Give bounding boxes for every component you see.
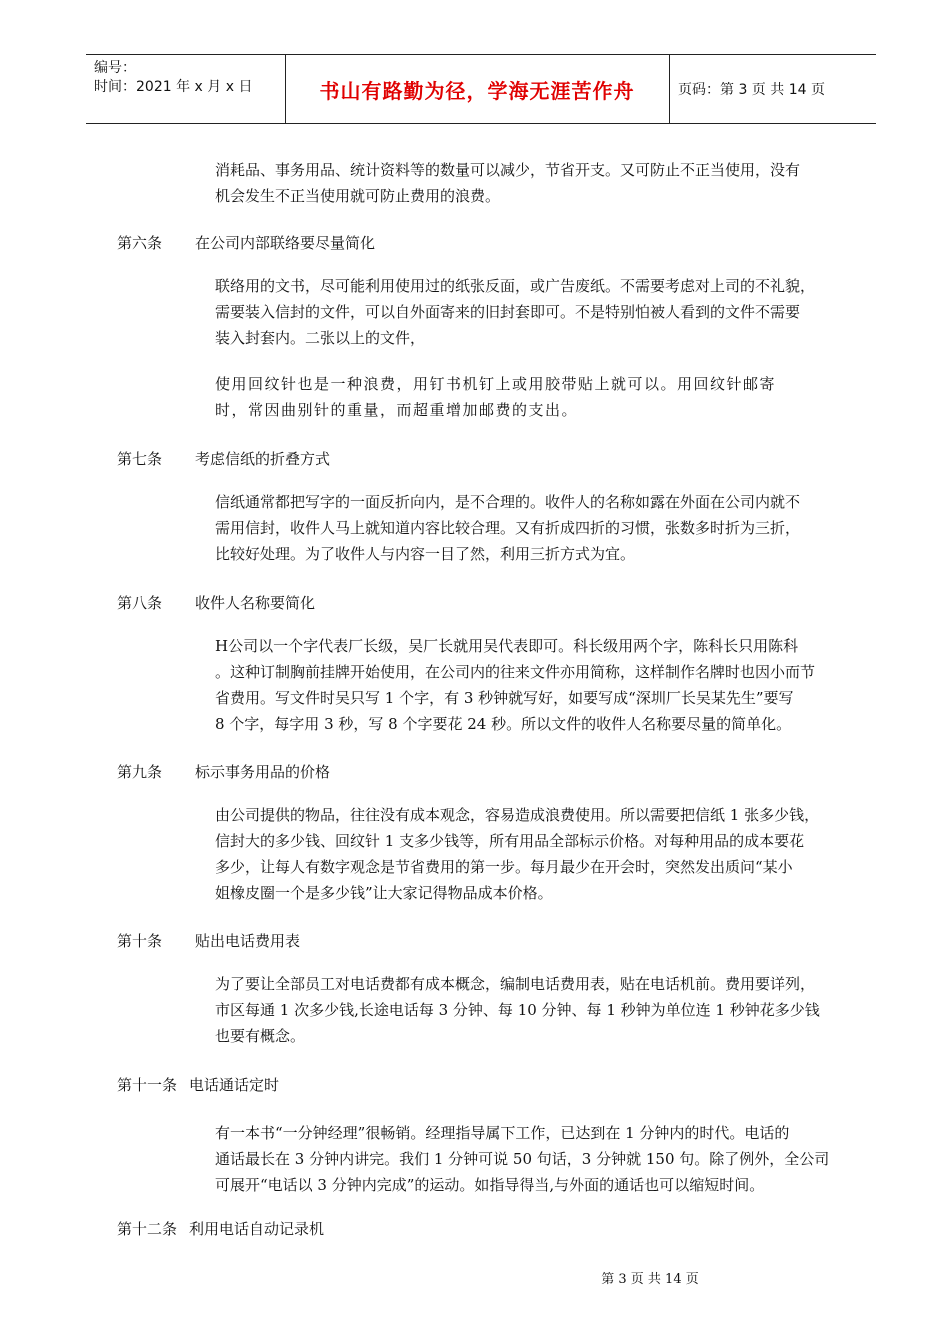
article-11-paragraph-1 — [215, 1120, 855, 1198]
text-line: 需用信封，收件人马上就知道内容比较合理。又有折成四折的习惯，张数多时折为三折， — [215, 519, 801, 537]
text-line: H公司以一个字代表厂长级，吴厂长就用吴代表即可。科长级用两个字，陈科长只用陈科 — [215, 637, 799, 655]
article-number: 第九条 — [117, 763, 163, 781]
text-line: 机会发生不正当使用就可防止费用的浪费。 — [215, 187, 501, 205]
text-line: 消耗品、事务用品、统计资料等的数量可以减少，节省开支。又可防止不正当使用，没有 — [215, 161, 801, 179]
header-page-number: 页码：第 3 页 共 14 页 — [678, 82, 825, 98]
article-6-paragraph-1 — [215, 273, 855, 351]
article-number: 第八条 — [117, 594, 163, 612]
header-motto: 书山有路勤为径，学海无涯苦作舟 — [319, 78, 635, 103]
text-line: 市区每通 1 次多少钱,长途电话每 3 分钟、每 10 分钟、每 1 秒钟为单位连 1 秒钟花多少钱 — [215, 1001, 820, 1019]
header-meta — [94, 59, 294, 97]
text-line: 比较好处理。为了收件人与内容一目了然，利用三折方式为宜。 — [215, 545, 636, 563]
text-line: 使用回纹针也是一种浪费，用钉书机钉上或用胶带贴上就可以。用回纹针邮寄 — [215, 375, 777, 393]
article-title: 在公司内部联络要尽量简化 — [195, 234, 376, 252]
article-title: 标示事务用品的价格 — [195, 763, 331, 781]
text-line: 多少，让每人有数字观念是节省费用的第一步。每月最少在开会时，突然发出质问“某小 — [215, 858, 793, 876]
article-number: 第六条 — [117, 234, 163, 252]
article-title: 利用电话自动记录机 — [189, 1220, 325, 1238]
article-number: 第十条 — [117, 932, 163, 950]
page-footer — [0, 1268, 950, 1287]
article-heading-7 — [117, 449, 330, 469]
article-title: 收件人名称要简化 — [195, 594, 316, 612]
article-10-paragraph-1 — [215, 971, 855, 1049]
intro-paragraph — [215, 157, 855, 209]
footer-page-number: 第 3 页 共 14 页 — [601, 1272, 699, 1287]
text-line: 有一本书“一分钟经理”很畅销。经理指导属下工作，已达到在 1 分钟内的时代。电话的 — [215, 1124, 790, 1142]
text-line: 时，常因曲别针的重量，而超重增加邮费的支出。 — [215, 401, 579, 419]
text-line: 由公司提供的物品，往往没有成本观念，容易造成浪费使用。所以需要把信纸 1 张多少钱， — [215, 806, 820, 824]
article-heading-9 — [117, 762, 330, 782]
document-number-label: 编号： — [94, 60, 136, 76]
page-header — [86, 54, 876, 124]
article-title: 贴出电话费用表 — [195, 932, 301, 950]
article-9-paragraph-1 — [215, 802, 855, 906]
text-line: 信封大的多少钱、回纹针 1 支多少钱等，所有用品全部标示价格。对每种用品的成本要花 — [215, 832, 805, 850]
text-line: 信纸通常都把写字的一面反折向内，是不合理的。收件人的名称如露在外面在公司内就不 — [215, 493, 801, 511]
article-title: 考虑信纸的折叠方式 — [195, 450, 331, 468]
text-line: 可展开“电话以 3 分钟内完成”的运动。如指导得当,与外面的通话也可以缩短时间。 — [215, 1176, 765, 1194]
article-title: 电话通话定时 — [189, 1076, 280, 1094]
article-heading-10 — [117, 931, 300, 951]
text-line: 需要装入信封的文件，可以自外面寄来的旧封套即可。不是特别怕被人看到的文件不需要 — [215, 303, 801, 321]
article-heading-8 — [117, 593, 315, 613]
article-heading-11 — [117, 1075, 279, 1095]
text-line: 。这种订制胸前挂牌开始使用，在公司内的往来文件亦用简称，这样制作名牌时也因小而节 — [215, 663, 816, 681]
text-line: 通话最长在 3 分钟内讲完。我们 1 分钟可说 50 句话，3 分钟就 150 句。除了例外，全公司 — [215, 1150, 830, 1168]
text-line: 8 个字，每字用 3 秒，写 8 个字要花 24 秒。所以文件的收件人名称要尽量的简单化。 — [215, 715, 792, 733]
article-8-paragraph-1 — [215, 633, 855, 737]
article-number: 第七条 — [117, 450, 163, 468]
text-line: 省费用。写文件时吴只写 1 个字，有 3 秒钟就写好，如要写成“深圳厂长吴某先生”要写 — [215, 689, 794, 707]
article-7-paragraph-1 — [215, 489, 855, 567]
document-time-label: 时间：2021 年 x 月 x 日 — [94, 79, 253, 95]
text-line: 装入封套内。二张以上的文件， — [215, 329, 426, 347]
article-number: 第十二条 — [117, 1220, 178, 1238]
article-heading-6 — [117, 233, 375, 253]
text-line: 也要有概念。 — [215, 1027, 306, 1045]
text-line: 联络用的文书，尽可能利用使用过的纸张反面，或广告废纸。不需要考虑对上司的不礼貌， — [215, 277, 816, 295]
article-heading-12 — [117, 1219, 324, 1239]
article-6-paragraph-2 — [215, 371, 855, 423]
article-number: 第十一条 — [117, 1076, 178, 1094]
text-line: 姐橡皮圈一个是多少钱”让大家记得物品成本价格。 — [215, 884, 553, 902]
text-line: 为了要让全部员工对电话费都有成本概念，编制电话费用表，贴在电话机前。费用要详列， — [215, 975, 816, 993]
